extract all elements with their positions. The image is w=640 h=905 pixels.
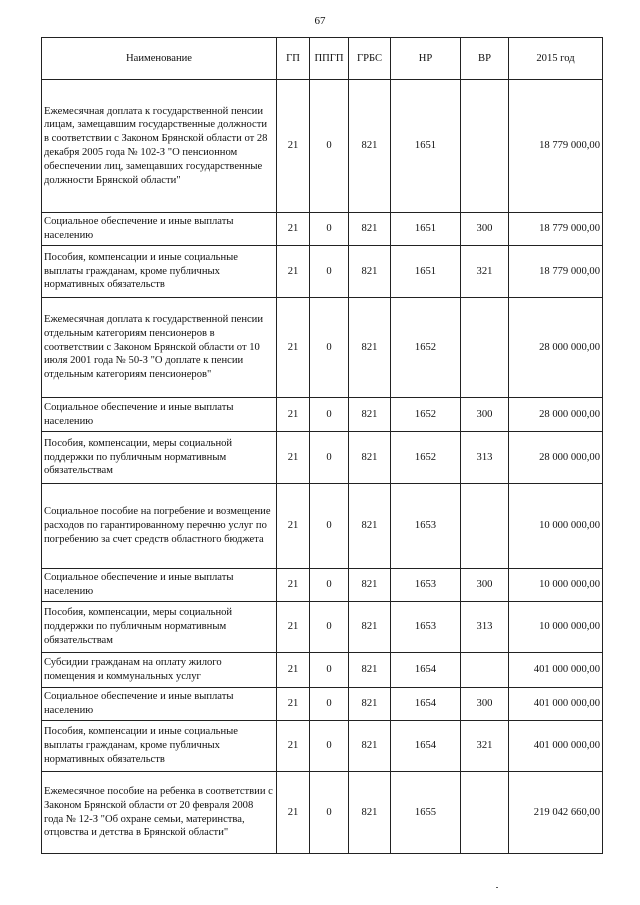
row-nr: 1654 xyxy=(391,721,461,772)
row-gp: 21 xyxy=(277,80,310,213)
row-grbs: 821 xyxy=(349,772,391,854)
table-row xyxy=(42,213,603,246)
table-row xyxy=(42,432,603,484)
header-row xyxy=(42,38,603,80)
row-vr: 313 xyxy=(461,432,509,484)
row-gp: 21 xyxy=(277,602,310,653)
row-name: Ежемесячное пособие на ребенка в соответствии с Законом Брянской области от 20 февраля 2008 года № 12-З "Об охране семьи, материнства, отцовства и детства в Брянской области" xyxy=(42,772,277,854)
row-amount: 18 779 000,00 xyxy=(509,246,603,298)
row-nr: 1652 xyxy=(391,398,461,432)
table-row xyxy=(42,298,603,398)
row-grbs: 821 xyxy=(349,484,391,569)
header-pgp: ППГП xyxy=(310,38,349,80)
table-row xyxy=(42,602,603,653)
row-name: Пособия, компенсации, меры социальной поддержки по публичным нормативным обязательствам xyxy=(42,602,277,653)
row-vr: 313 xyxy=(461,602,509,653)
row-nr: 1654 xyxy=(391,653,461,688)
row-vr: 300 xyxy=(461,398,509,432)
row-gp: 21 xyxy=(277,398,310,432)
row-grbs: 821 xyxy=(349,602,391,653)
row-pgp: 0 xyxy=(310,569,349,602)
row-gp: 21 xyxy=(277,721,310,772)
row-gp: 21 xyxy=(277,213,310,246)
row-gp: 21 xyxy=(277,569,310,602)
row-vr xyxy=(461,80,509,213)
row-amount: 28 000 000,00 xyxy=(509,298,603,398)
table-row xyxy=(42,80,603,213)
row-name: Социальное обеспечение и иные выплаты населению xyxy=(42,398,277,432)
header-vr: ВР xyxy=(461,38,509,80)
row-name: Социальное обеспечение и иные выплаты населению xyxy=(42,569,277,602)
row-grbs: 821 xyxy=(349,432,391,484)
row-gp: 21 xyxy=(277,484,310,569)
row-amount: 401 000 000,00 xyxy=(509,653,603,688)
row-nr: 1653 xyxy=(391,484,461,569)
row-pgp: 0 xyxy=(310,398,349,432)
header-amount: 2015 год xyxy=(509,38,603,80)
row-pgp: 0 xyxy=(310,602,349,653)
header-nr: НР xyxy=(391,38,461,80)
row-nr: 1653 xyxy=(391,569,461,602)
table-row xyxy=(42,398,603,432)
row-amount: 10 000 000,00 xyxy=(509,569,603,602)
row-vr: 321 xyxy=(461,246,509,298)
row-pgp: 0 xyxy=(310,432,349,484)
row-amount: 28 000 000,00 xyxy=(509,398,603,432)
row-pgp: 0 xyxy=(310,298,349,398)
row-pgp: 0 xyxy=(310,772,349,854)
row-grbs: 821 xyxy=(349,246,391,298)
row-vr: 300 xyxy=(461,569,509,602)
row-vr xyxy=(461,484,509,569)
table-row xyxy=(42,688,603,721)
row-name: Ежемесячная доплата к государственной пенсии лицам, замещавшим государственные должности в соответствии с Законом Брянской области от 28 декабря 2005 года № 102-З "О пенсионном обеспечении лиц, замещавших государственные должности Брянской области" xyxy=(42,80,277,213)
scan-speck xyxy=(496,887,498,888)
row-amount: 401 000 000,00 xyxy=(509,721,603,772)
row-vr xyxy=(461,298,509,398)
header-grbs: ГРБС xyxy=(349,38,391,80)
row-vr: 300 xyxy=(461,213,509,246)
row-pgp: 0 xyxy=(310,213,349,246)
row-nr: 1651 xyxy=(391,246,461,298)
row-amount: 401 000 000,00 xyxy=(509,688,603,721)
row-grbs: 821 xyxy=(349,298,391,398)
row-nr: 1651 xyxy=(391,80,461,213)
row-grbs: 821 xyxy=(349,653,391,688)
page-number: 67 xyxy=(314,15,326,27)
row-grbs: 821 xyxy=(349,213,391,246)
row-vr: 321 xyxy=(461,721,509,772)
row-vr: 300 xyxy=(461,688,509,721)
table-row xyxy=(42,569,603,602)
row-gp: 21 xyxy=(277,653,310,688)
row-amount: 28 000 000,00 xyxy=(509,432,603,484)
row-nr: 1652 xyxy=(391,298,461,398)
row-name: Пособия, компенсации, меры социальной поддержки по публичным нормативным обязательствам xyxy=(42,432,277,484)
row-name: Ежемесячная доплата к государственной пенсии отдельным категориям пенсионеров в соответствии с Законом Брянской области от 10 июля 2001 года № 50-З "О доплате к пенсии отдельным категориям пенсионеров" xyxy=(42,298,277,398)
row-gp: 21 xyxy=(277,432,310,484)
row-grbs: 821 xyxy=(349,80,391,213)
row-vr xyxy=(461,653,509,688)
row-amount: 18 779 000,00 xyxy=(509,213,603,246)
row-gp: 21 xyxy=(277,246,310,298)
row-gp: 21 xyxy=(277,298,310,398)
row-nr: 1652 xyxy=(391,432,461,484)
table-row xyxy=(42,772,603,854)
header-gp: ГП xyxy=(277,38,310,80)
row-pgp: 0 xyxy=(310,80,349,213)
row-grbs: 821 xyxy=(349,569,391,602)
row-amount: 10 000 000,00 xyxy=(509,602,603,653)
row-amount: 18 779 000,00 xyxy=(509,80,603,213)
table-row xyxy=(42,653,603,688)
row-name: Социальное обеспечение и иные выплаты населению xyxy=(42,688,277,721)
row-pgp: 0 xyxy=(310,721,349,772)
row-pgp: 0 xyxy=(310,688,349,721)
row-amount: 219 042 660,00 xyxy=(509,772,603,854)
row-grbs: 821 xyxy=(349,398,391,432)
row-gp: 21 xyxy=(277,772,310,854)
row-name: Социальное обеспечение и иные выплаты населению xyxy=(42,213,277,246)
row-grbs: 821 xyxy=(349,721,391,772)
row-pgp: 0 xyxy=(310,484,349,569)
row-name: Субсидии гражданам на оплату жилого помещения и коммунальных услуг xyxy=(42,653,277,688)
row-name: Социальное пособие на погребение и возмещение расходов по гарантированному перечню услуг по погребению за счет средств областного бюджета xyxy=(42,484,277,569)
row-nr: 1655 xyxy=(391,772,461,854)
row-pgp: 0 xyxy=(310,246,349,298)
row-nr: 1654 xyxy=(391,688,461,721)
table-row xyxy=(42,246,603,298)
row-vr xyxy=(461,772,509,854)
budget-table xyxy=(41,37,603,854)
row-gp: 21 xyxy=(277,688,310,721)
row-pgp: 0 xyxy=(310,653,349,688)
row-name: Пособия, компенсации и иные социальные выплаты гражданам, кроме публичных нормативных обязательств xyxy=(42,721,277,772)
row-amount: 10 000 000,00 xyxy=(509,484,603,569)
table-row xyxy=(42,484,603,569)
header-name: Наименование xyxy=(42,38,277,80)
row-name: Пособия, компенсации и иные социальные выплаты гражданам, кроме публичных нормативных обязательств xyxy=(42,246,277,298)
row-nr: 1651 xyxy=(391,213,461,246)
row-nr: 1653 xyxy=(391,602,461,653)
row-grbs: 821 xyxy=(349,688,391,721)
table-row xyxy=(42,721,603,772)
